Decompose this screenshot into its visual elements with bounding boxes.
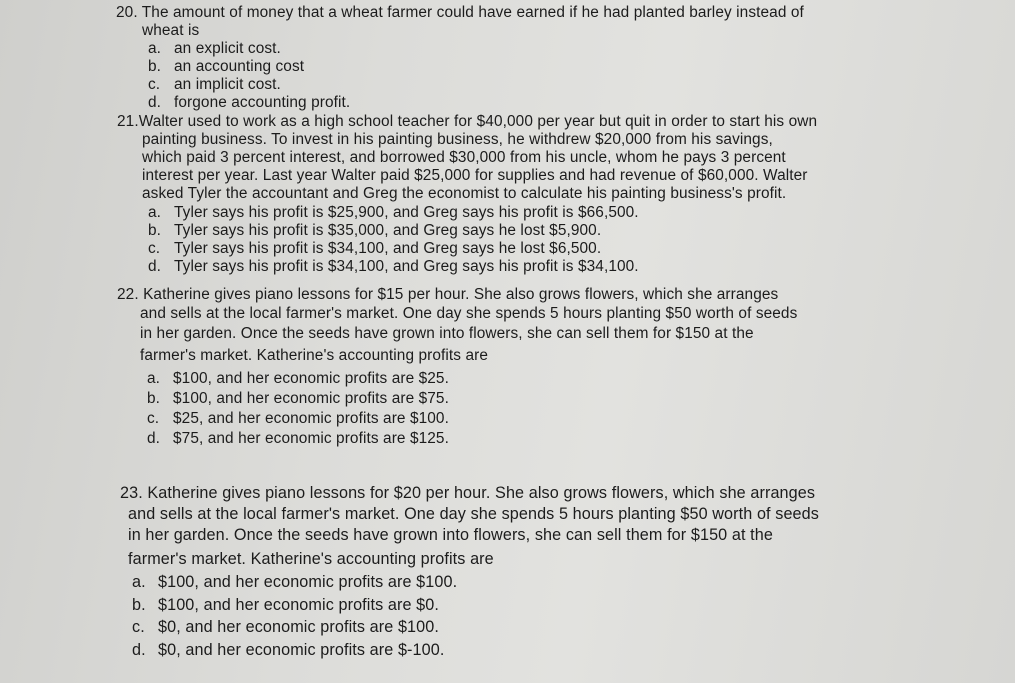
question-stem-line: 20. The amount of money that a wheat farmer could have earned if he had planted barley instead of xyxy=(116,4,804,21)
option-letter: b. xyxy=(148,58,162,75)
question-stem-line: in her garden. Once the seeds have grown into flowers, she can sell them for $150 at the xyxy=(140,325,754,342)
question-stem-line: farmer's market. Katherine's accounting profits are xyxy=(128,550,494,568)
question-stem-line: wheat is xyxy=(142,22,200,39)
option-text: $100, and her economic profits are $75. xyxy=(173,390,449,407)
question-stem-line: asked Tyler the accountant and Greg the economist to calculate his painting business's profit. xyxy=(142,185,787,202)
option-letter: c. xyxy=(147,410,160,427)
option-text: an implicit cost. xyxy=(174,76,281,93)
option-letter: d. xyxy=(132,641,146,659)
option-text: forgone accounting profit. xyxy=(174,94,351,111)
option-letter: b. xyxy=(132,596,146,614)
question-stem-line: painting business. To invest in his painting business, he withdrew $20,000 from his savings, xyxy=(142,131,773,148)
question-stem-line: 22. Katherine gives piano lessons for $15 per hour. She also grows flowers, which she arranges xyxy=(117,286,779,303)
option-letter: b. xyxy=(147,390,161,407)
option-d xyxy=(132,641,444,660)
question-stem-line: farmer's market. Katherine's accounting profits are xyxy=(140,347,489,364)
option-text: Tyler says his profit is $34,100, and Greg says he lost $6,500. xyxy=(174,240,602,257)
option-text: $25, and her economic profits are $100. xyxy=(173,410,449,427)
option-letter: a. xyxy=(148,204,162,221)
option-letter: b. xyxy=(148,222,162,239)
option-text: $100, and her economic profits are $25. xyxy=(173,370,449,387)
option-text: Tyler says his profit is $34,100, and Greg says his profit is $34,100. xyxy=(174,258,639,275)
option-text: $0, and her economic profits are $-100. xyxy=(158,641,445,659)
option-letter: a. xyxy=(148,40,162,57)
option-letter: d. xyxy=(148,258,162,275)
option-text: $100, and her economic profits are $0. xyxy=(158,596,439,614)
option-text: Tyler says his profit is $25,900, and Greg says his profit is $66,500. xyxy=(174,204,639,221)
option-letter: c. xyxy=(132,618,145,636)
option-letter: a. xyxy=(147,370,161,387)
option-c xyxy=(132,618,439,637)
option-text: an accounting cost xyxy=(174,58,305,75)
option-letter: a. xyxy=(132,573,146,591)
question-stem-line: 21.Walter used to work as a high school teacher for $40,000 per year but quit in order to start his own xyxy=(117,113,818,130)
option-letter: c. xyxy=(148,76,161,93)
option-text: $75, and her economic profits are $125. xyxy=(173,430,449,447)
question-stem-line: and sells at the local farmer's market. One day she spends 5 hours planting $50 worth of seeds xyxy=(140,305,798,322)
option-a xyxy=(132,573,457,592)
option-letter: d. xyxy=(148,94,162,111)
question-stem-line: 23. Katherine gives piano lessons for $20 per hour. She also grows flowers, which she arranges xyxy=(120,484,816,502)
question-stem-line: interest per year. Last year Walter paid $25,000 for supplies and had revenue of $60,000. Walter xyxy=(142,167,808,184)
option-text: Tyler says his profit is $35,000, and Greg says he lost $5,900. xyxy=(174,222,602,239)
option-letter: c. xyxy=(148,240,161,257)
option-text: $100, and her economic profits are $100. xyxy=(158,573,458,591)
option-text: $0, and her economic profits are $100. xyxy=(158,618,439,636)
option-b xyxy=(132,596,439,615)
question-stem-line: in her garden. Once the seeds have grown into flowers, she can sell them for $150 at the xyxy=(128,526,773,544)
option-text: an explicit cost. xyxy=(174,40,281,57)
option-letter: d. xyxy=(147,430,161,447)
question-stem-line: which paid 3 percent interest, and borrowed $30,000 from his uncle, whom he pays 3 percent xyxy=(142,149,786,166)
question-stem-line: and sells at the local farmer's market. One day she spends 5 hours planting $50 worth of seeds xyxy=(128,505,819,523)
